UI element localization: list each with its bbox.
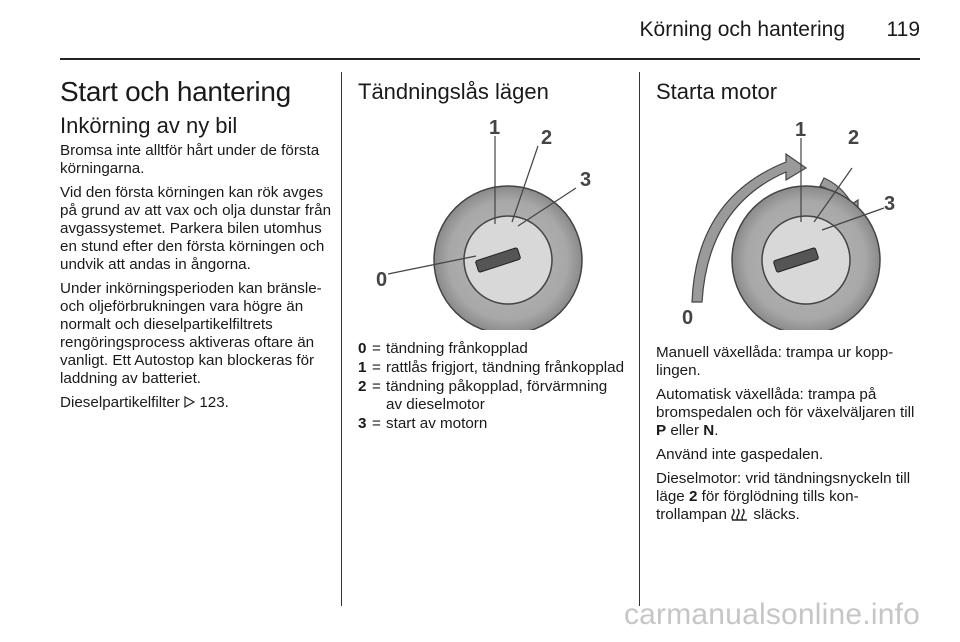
paragraph-automatic (656, 386, 920, 440)
legend-num: 0 (358, 340, 367, 357)
section-title-start-engine: Starta motor (656, 79, 778, 104)
ignition-lock-figure (358, 118, 626, 330)
legend-eq: = (372, 415, 381, 432)
column-divider-1 (341, 72, 342, 606)
header-divider (60, 58, 920, 60)
reference-text: Dieselpartikelfilter (60, 394, 180, 411)
page-number: 119 (886, 18, 920, 41)
column-divider-2 (639, 72, 640, 606)
paragraph-no-gas: Använd inte gaspedalen. (656, 446, 824, 463)
label-1: 1 (489, 118, 501, 139)
gear-n: N (703, 422, 715, 439)
label-1: 1 (795, 119, 807, 141)
label-0: 0 (376, 269, 388, 291)
paragraph-break-in: Under inkörningsperioden kan bränsle- och oljeförbrukningen vara högre än normalt och dieselpartikelfiltrets rengöringsprocess aktiveras oftare än vanligt. Ett Autostop kan blockeras för laddning av batteriet. (60, 280, 322, 387)
subsection-title: Inkörning av ny bil (60, 113, 238, 138)
label-2: 2 (848, 127, 860, 149)
section-title-ignition: Tändningslås lägen (358, 79, 549, 104)
label-3: 3 (580, 169, 592, 191)
paragraph-braking: Bromsa inte alltför hårt under de första körningarna. (60, 142, 320, 177)
label-0: 0 (682, 307, 694, 329)
start-engine-figure (656, 118, 920, 330)
legend-num: 2 (358, 378, 367, 395)
automatic-text-or: eller (666, 422, 704, 439)
column-start-engine (656, 72, 920, 530)
paragraph-reference (60, 394, 332, 412)
diesel-text: Dieselmotor: vrid tändningsnyckeln till läge (656, 470, 911, 505)
glow-plug-icon (731, 506, 749, 523)
legend-num: 3 (358, 415, 367, 432)
position-2: 2 (688, 488, 698, 505)
label-3: 3 (884, 193, 896, 215)
legend-num: 1 (358, 359, 367, 376)
position-legend (358, 340, 626, 433)
watermark: carmanualsonline.info (623, 598, 920, 631)
legend-row (358, 415, 626, 433)
paragraph-manual: Manuell växellåda: trampa ur kopplingen. (656, 344, 894, 379)
legend-text: start av motorn (386, 415, 488, 432)
column-ignition-positions (358, 72, 626, 434)
paragraph-smoke: Vid den första körningen kan rök avges på grund av att vax och olja dunstar från avgassystemet. Parkera bilen utomhus en stund efter den första körningen och undvik att andas in ångorna. (60, 184, 332, 273)
legend-eq: = (372, 340, 381, 357)
legend-eq: = (372, 359, 381, 376)
legend-eq: = (372, 378, 381, 395)
legend-row (358, 378, 626, 414)
legend-row (358, 340, 626, 358)
legend-text: rattlås frigjort, tändning frånkopplad (386, 359, 625, 376)
automatic-text-end: . (714, 422, 719, 439)
gear-p: P (656, 422, 667, 439)
section-title: Start och hantering (60, 76, 291, 107)
paragraph-diesel (656, 470, 920, 524)
diesel-text-end: släcks. (749, 506, 800, 523)
header-title: Körning och hantering (639, 18, 845, 41)
label-2: 2 (541, 127, 553, 149)
legend-text: tändning påkopplad, förvärmning av dieselmotor (386, 378, 608, 413)
reference-page[interactable]: 123. (199, 394, 229, 411)
column-start (60, 72, 332, 418)
diesel-text-mid: för förglödning tills kontrollampan (656, 488, 859, 523)
legend-text: tändning frånkopplad (386, 340, 528, 357)
automatic-text: Automatisk växellåda: trampa på bromspedalen och för växelväljaren till (656, 386, 915, 421)
legend-row (358, 359, 626, 377)
page-header (60, 18, 920, 46)
triangle-right-icon (184, 394, 199, 411)
